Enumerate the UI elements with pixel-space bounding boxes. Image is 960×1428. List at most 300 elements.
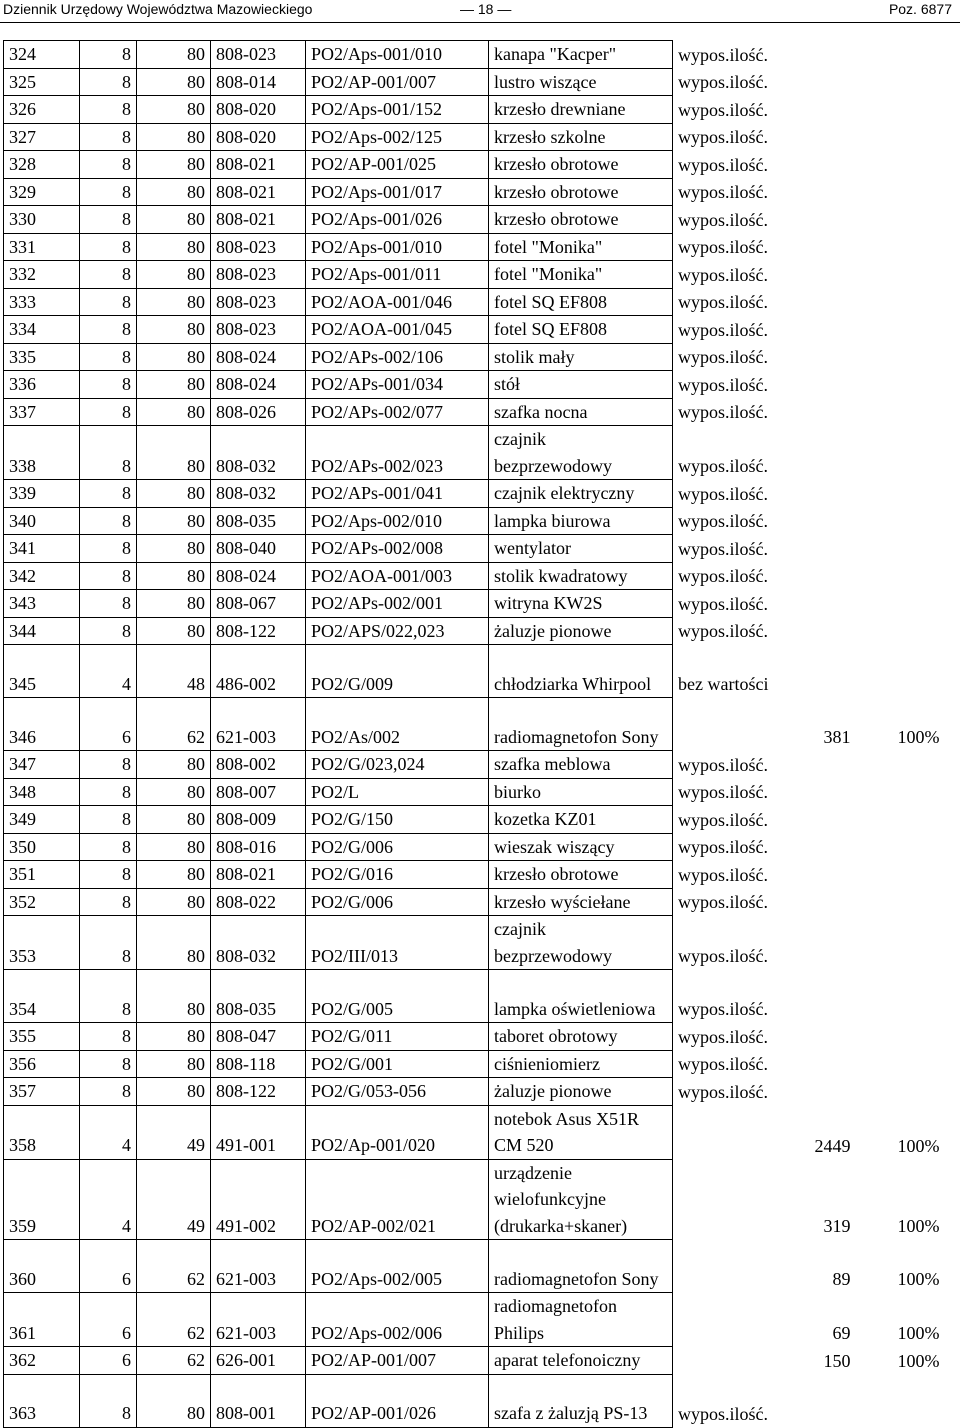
- cell-item-name: lustro wiszące: [489, 68, 673, 96]
- cell-value: 319: [823, 1216, 851, 1236]
- cell-lp: 333: [4, 288, 80, 316]
- cell-status: wypos.ilość.: [678, 566, 768, 586]
- cell-class: 80: [137, 507, 211, 535]
- cell-class: 49: [137, 1159, 211, 1240]
- cell-lp: 336: [4, 371, 80, 399]
- cell-code: 621-003: [211, 698, 306, 751]
- cell-class: 80: [137, 1023, 211, 1051]
- cell-class: 80: [137, 316, 211, 344]
- cell-class: 80: [137, 535, 211, 563]
- cell-value: [796, 426, 856, 480]
- cell-inventory-number: PO2/G/011: [306, 1023, 489, 1051]
- cell-lp: 324: [4, 41, 80, 69]
- cell-status: wypos.ilość.: [678, 483, 768, 504]
- cell-lp: 331: [4, 233, 80, 261]
- cell-inventory-number: PO2/APs-002/008: [306, 535, 489, 563]
- cell-percent: [856, 778, 945, 806]
- cell-inventory-number: PO2/L: [306, 778, 489, 806]
- table-row: [4, 1293, 945, 1347]
- cell-value: [796, 371, 856, 399]
- cell-percent: 100%: [897, 727, 940, 747]
- cell-lp: 363: [4, 1374, 80, 1427]
- cell-percent: [856, 233, 945, 261]
- cell-status: [673, 1240, 796, 1293]
- cell-percent: [856, 617, 945, 645]
- cell-percent: [856, 1050, 945, 1078]
- cell-lp: 346: [4, 698, 80, 751]
- cell-percent: [856, 480, 945, 508]
- cell-value: 69: [832, 1323, 851, 1343]
- cell-item-name: taboret obrotowy: [489, 1023, 673, 1051]
- cell-value: 381: [823, 727, 851, 747]
- cell-group: 8: [80, 970, 137, 1023]
- cell-status: wypos.ilość.: [678, 99, 768, 120]
- cell-percent: [856, 96, 945, 124]
- cell-item-name: fotel SQ EF808: [489, 316, 673, 344]
- cell-class: 80: [137, 123, 211, 151]
- cell-group: 8: [80, 1078, 137, 1106]
- cell-group: 4: [80, 645, 137, 698]
- cell-group: 8: [80, 1374, 137, 1427]
- cell-class: 80: [137, 343, 211, 371]
- cell-group: 8: [80, 398, 137, 426]
- cell-lp: 341: [4, 535, 80, 563]
- cell-inventory-number: PO2/Ap-001/020: [306, 1105, 489, 1159]
- cell-inventory-number: PO2/G/053-056: [306, 1078, 489, 1106]
- cell-item-name: stół: [489, 371, 673, 399]
- cell-lp: 329: [4, 178, 80, 206]
- cell-percent: [856, 645, 945, 698]
- cell-group: 6: [80, 1347, 137, 1375]
- cell-code: 808-122: [211, 617, 306, 645]
- cell-value: [796, 68, 856, 96]
- cell-status: [673, 1105, 796, 1159]
- cell-group: 8: [80, 233, 137, 261]
- cell-percent: 100%: [897, 1135, 940, 1156]
- cell-inventory-number: PO2/G/016: [306, 861, 489, 889]
- cell-group: 8: [80, 562, 137, 590]
- cell-lp: 328: [4, 151, 80, 179]
- cell-inventory-number: PO2/Aps-001/011: [306, 261, 489, 289]
- cell-code: 486-002: [211, 645, 306, 698]
- cell-percent: [856, 535, 945, 563]
- cell-lp: 330: [4, 206, 80, 234]
- cell-item-name: krzesło drewniane: [489, 96, 673, 124]
- cell-group: 8: [80, 96, 137, 124]
- cell-group: 4: [80, 1105, 137, 1159]
- cell-group: 8: [80, 1050, 137, 1078]
- cell-value: [796, 916, 856, 970]
- cell-item-name: czajnik bezprzewodowy: [489, 916, 673, 970]
- inventory-table: [3, 40, 945, 1428]
- cell-value: [796, 806, 856, 834]
- cell-code: 626-001: [211, 1347, 306, 1375]
- cell-code: 808-023: [211, 41, 306, 69]
- table-row: [4, 617, 945, 645]
- cell-item-name: szafa z żaluzją PS-13: [489, 1374, 673, 1427]
- cell-lp: 359: [4, 1159, 80, 1240]
- cell-value: [796, 507, 856, 535]
- cell-code: 808-024: [211, 562, 306, 590]
- cell-group: 8: [80, 535, 137, 563]
- cell-status: wypos.ilość.: [678, 237, 768, 257]
- cell-inventory-number: PO2/APs-002/106: [306, 343, 489, 371]
- table-row: [4, 41, 945, 69]
- cell-percent: [856, 426, 945, 480]
- cell-status: wypos.ilość.: [678, 621, 768, 641]
- table-row: [4, 316, 945, 344]
- cell-group: 8: [80, 861, 137, 889]
- cell-item-name: szafka nocna: [489, 398, 673, 426]
- cell-status: wypos.ilość.: [678, 209, 768, 230]
- cell-inventory-number: PO2/G/006: [306, 888, 489, 916]
- cell-item-name: krzesło wyściełane: [489, 888, 673, 916]
- cell-lp: 342: [4, 562, 80, 590]
- cell-item-name: lampka biurowa: [489, 507, 673, 535]
- cell-code: 808-023: [211, 261, 306, 289]
- cell-status: wypos.ilość.: [678, 264, 768, 285]
- cell-percent: [856, 861, 945, 889]
- cell-item-name: szafka meblowa: [489, 751, 673, 779]
- cell-class: 80: [137, 617, 211, 645]
- cell-class: 62: [137, 698, 211, 751]
- cell-class: 80: [137, 1050, 211, 1078]
- cell-percent: [856, 316, 945, 344]
- cell-code: 808-035: [211, 507, 306, 535]
- table-row: [4, 123, 945, 151]
- table-row: [4, 343, 945, 371]
- position-number: Poz. 6877: [888, 1, 952, 17]
- cell-code: 808-020: [211, 96, 306, 124]
- cell-group: 8: [80, 123, 137, 151]
- table-row: [4, 1374, 945, 1427]
- cell-group: 8: [80, 833, 137, 861]
- cell-code: 491-002: [211, 1159, 306, 1240]
- cell-class: 80: [137, 288, 211, 316]
- table-row: [4, 698, 945, 751]
- cell-item-name: czajnik elektryczny: [489, 480, 673, 508]
- cell-percent: [856, 1023, 945, 1051]
- cell-percent: [856, 151, 945, 179]
- cell-code: 808-026: [211, 398, 306, 426]
- cell-lp: 343: [4, 590, 80, 618]
- cell-inventory-number: PO2/APs-001/034: [306, 371, 489, 399]
- cell-group: 8: [80, 916, 137, 970]
- cell-value: [796, 288, 856, 316]
- page-number: — 18 —: [460, 1, 512, 17]
- table-row: [4, 371, 945, 399]
- cell-status: wypos.ilość.: [678, 1081, 768, 1102]
- cell-value: [796, 96, 856, 124]
- cell-group: 8: [80, 288, 137, 316]
- cell-value: [796, 316, 856, 344]
- table-row: [4, 1078, 945, 1106]
- cell-class: 80: [137, 916, 211, 970]
- cell-code: 808-032: [211, 916, 306, 970]
- cell-item-name: krzesło szkolne: [489, 123, 673, 151]
- table-row: [4, 1023, 945, 1051]
- cell-lp: 347: [4, 751, 80, 779]
- cell-lp: 350: [4, 833, 80, 861]
- cell-class: 80: [137, 426, 211, 480]
- cell-lp: 352: [4, 888, 80, 916]
- cell-class: 80: [137, 888, 211, 916]
- cell-inventory-number: PO2/APs-001/041: [306, 480, 489, 508]
- cell-value: [796, 970, 856, 1023]
- cell-inventory-number: PO2/AOA-001/003: [306, 562, 489, 590]
- cell-class: 80: [137, 806, 211, 834]
- table-row: [4, 68, 945, 96]
- table-row: [4, 1105, 945, 1159]
- cell-value: 89: [832, 1269, 851, 1289]
- cell-code: 808-009: [211, 806, 306, 834]
- table-row: [4, 261, 945, 289]
- cell-group: 8: [80, 151, 137, 179]
- cell-class: 49: [137, 1105, 211, 1159]
- cell-status: wypos.ilość.: [678, 864, 768, 885]
- table-row: [4, 480, 945, 508]
- cell-class: 80: [137, 778, 211, 806]
- cell-lp: 325: [4, 68, 80, 96]
- table-row: [4, 151, 945, 179]
- cell-group: 8: [80, 751, 137, 779]
- cell-code: 808-021: [211, 178, 306, 206]
- cell-value: [796, 151, 856, 179]
- table-row: [4, 96, 945, 124]
- cell-status: wypos.ilość.: [678, 892, 768, 912]
- cell-lp: 327: [4, 123, 80, 151]
- cell-code: 808-016: [211, 833, 306, 861]
- cell-group: 8: [80, 261, 137, 289]
- cell-value: [796, 1023, 856, 1051]
- cell-group: 8: [80, 343, 137, 371]
- cell-group: 8: [80, 206, 137, 234]
- cell-inventory-number: PO2/Aps-002/125: [306, 123, 489, 151]
- cell-percent: [856, 590, 945, 618]
- cell-percent: 100%: [897, 1216, 940, 1236]
- cell-class: 80: [137, 178, 211, 206]
- table-row: [4, 206, 945, 234]
- cell-value: [796, 261, 856, 289]
- cell-item-name: notebok Asus X51R CM 520: [489, 1105, 673, 1159]
- cell-item-name: ciśnieniomierz: [489, 1050, 673, 1078]
- cell-code: 808-007: [211, 778, 306, 806]
- cell-percent: 100%: [897, 1350, 940, 1371]
- cell-percent: [856, 261, 945, 289]
- cell-item-name: lampka oświetleniowa: [489, 970, 673, 1023]
- cell-group: 8: [80, 371, 137, 399]
- cell-inventory-number: PO2/AP-001/025: [306, 151, 489, 179]
- table-row: [4, 861, 945, 889]
- cell-value: [796, 398, 856, 426]
- cell-inventory-number: PO2/APs-002/023: [306, 426, 489, 480]
- cell-group: 8: [80, 778, 137, 806]
- cell-item-name: wieszak wiszący: [489, 833, 673, 861]
- cell-lp: 337: [4, 398, 80, 426]
- cell-item-name: kozetka KZ01: [489, 806, 673, 834]
- cell-class: 80: [137, 41, 211, 69]
- cell-percent: [856, 371, 945, 399]
- cell-class: 80: [137, 96, 211, 124]
- cell-percent: [856, 398, 945, 426]
- page-header: [0, 0, 960, 26]
- cell-lp: 353: [4, 916, 80, 970]
- cell-percent: [856, 888, 945, 916]
- cell-item-name: żaluzje pionowe: [489, 1078, 673, 1106]
- cell-value: [796, 861, 856, 889]
- cell-status: wypos.ilość.: [678, 1054, 768, 1074]
- cell-inventory-number: PO2/Aps-002/005: [306, 1240, 489, 1293]
- header-rule: [0, 22, 960, 23]
- cell-item-name: urządzenie wielofunkcyjne (drukarka+skaner): [489, 1159, 673, 1240]
- cell-code: 808-032: [211, 480, 306, 508]
- cell-status: wypos.ilość.: [678, 538, 768, 559]
- table-row: [4, 1347, 945, 1375]
- cell-status: [673, 1347, 796, 1375]
- cell-code: 808-002: [211, 751, 306, 779]
- cell-class: 80: [137, 1374, 211, 1427]
- cell-percent: [856, 751, 945, 779]
- cell-inventory-number: PO2/G/001: [306, 1050, 489, 1078]
- cell-code: 808-067: [211, 590, 306, 618]
- cell-lp: 362: [4, 1347, 80, 1375]
- cell-item-name: aparat telefonoiczny: [489, 1347, 673, 1375]
- cell-item-name: krzesło obrotowe: [489, 861, 673, 889]
- cell-item-name: wentylator: [489, 535, 673, 563]
- cell-percent: [856, 288, 945, 316]
- cell-code: 808-032: [211, 426, 306, 480]
- cell-class: 80: [137, 751, 211, 779]
- cell-value: [796, 535, 856, 563]
- cell-lp: 334: [4, 316, 80, 344]
- table-row: [4, 833, 945, 861]
- cell-class: 80: [137, 151, 211, 179]
- cell-status: wypos.ilość.: [678, 347, 768, 367]
- cell-status: wypos.ilość.: [678, 292, 768, 312]
- cell-code: 808-023: [211, 233, 306, 261]
- cell-group: 8: [80, 806, 137, 834]
- cell-status: wypos.ilość.: [678, 593, 768, 614]
- cell-inventory-number: PO2/AOA-001/046: [306, 288, 489, 316]
- cell-inventory-number: PO2/As/002: [306, 698, 489, 751]
- cell-code: 808-023: [211, 288, 306, 316]
- cell-status: wypos.ilość.: [678, 44, 768, 65]
- cell-lp: 357: [4, 1078, 80, 1106]
- cell-code: 491-001: [211, 1105, 306, 1159]
- cell-value: [796, 1374, 856, 1427]
- cell-item-name: stolik kwadratowy: [489, 562, 673, 590]
- cell-lp: 326: [4, 96, 80, 124]
- cell-item-name: chłodziarka Whirpool: [489, 645, 673, 698]
- cell-item-name: krzesło obrotowe: [489, 151, 673, 179]
- cell-group: 8: [80, 480, 137, 508]
- cell-inventory-number: PO2/Aps-001/010: [306, 233, 489, 261]
- cell-value: [796, 751, 856, 779]
- cell-code: 808-014: [211, 68, 306, 96]
- cell-value: [796, 617, 856, 645]
- cell-value: [796, 480, 856, 508]
- cell-class: 80: [137, 833, 211, 861]
- cell-inventory-number: PO2/III/013: [306, 916, 489, 970]
- table-row: [4, 426, 945, 480]
- cell-status: wypos.ilość.: [678, 999, 768, 1019]
- cell-percent: [856, 41, 945, 69]
- cell-percent: [856, 343, 945, 371]
- cell-item-name: biurko: [489, 778, 673, 806]
- cell-status: wypos.ilość.: [678, 456, 768, 476]
- cell-code: 808-020: [211, 123, 306, 151]
- cell-inventory-number: PO2/G/023,024: [306, 751, 489, 779]
- cell-status: wypos.ilość.: [678, 782, 768, 802]
- cell-value: [796, 206, 856, 234]
- cell-percent: 100%: [897, 1269, 940, 1289]
- cell-inventory-number: PO2/AP-001/026: [306, 1374, 489, 1427]
- cell-group: 4: [80, 1159, 137, 1240]
- cell-lp: 354: [4, 970, 80, 1023]
- cell-lp: 332: [4, 261, 80, 289]
- cell-code: 808-024: [211, 371, 306, 399]
- cell-inventory-number: PO2/AOA-001/045: [306, 316, 489, 344]
- cell-class: 80: [137, 480, 211, 508]
- cell-inventory-number: PO2/APs-002/001: [306, 590, 489, 618]
- table-row: [4, 806, 945, 834]
- cell-class: 48: [137, 645, 211, 698]
- cell-percent: [856, 1374, 945, 1427]
- cell-code: 808-001: [211, 1374, 306, 1427]
- cell-class: 80: [137, 371, 211, 399]
- cell-group: 6: [80, 1240, 137, 1293]
- cell-inventory-number: PO2/APS/022,023: [306, 617, 489, 645]
- cell-item-name: kanapa "Kacper": [489, 41, 673, 69]
- cell-inventory-number: PO2/G/009: [306, 645, 489, 698]
- table-row: [4, 645, 945, 698]
- cell-lp: 339: [4, 480, 80, 508]
- cell-group: 8: [80, 888, 137, 916]
- cell-percent: [856, 970, 945, 1023]
- cell-group: 8: [80, 590, 137, 618]
- cell-group: 6: [80, 698, 137, 751]
- cell-status: wypos.ilość.: [678, 946, 768, 966]
- table-row: [4, 778, 945, 806]
- cell-class: 80: [137, 68, 211, 96]
- cell-group: 8: [80, 617, 137, 645]
- cell-code: 808-122: [211, 1078, 306, 1106]
- cell-value: [796, 590, 856, 618]
- cell-class: 80: [137, 1078, 211, 1106]
- cell-value: [796, 343, 856, 371]
- cell-inventory-number: PO2/Aps-001/026: [306, 206, 489, 234]
- table-row: [4, 888, 945, 916]
- table-row: [4, 398, 945, 426]
- table-row: [4, 1159, 945, 1240]
- table-row: [4, 535, 945, 563]
- cell-item-name: stolik mały: [489, 343, 673, 371]
- cell-inventory-number: PO2/Aps-001/010: [306, 41, 489, 69]
- cell-code: 621-003: [211, 1293, 306, 1347]
- cell-inventory-number: PO2/APs-002/077: [306, 398, 489, 426]
- cell-lp: 360: [4, 1240, 80, 1293]
- cell-class: 62: [137, 1240, 211, 1293]
- cell-value: [796, 833, 856, 861]
- cell-group: 6: [80, 1293, 137, 1347]
- cell-percent: [856, 178, 945, 206]
- cell-status: wypos.ilość.: [678, 1403, 768, 1424]
- cell-percent: [856, 123, 945, 151]
- cell-item-name: radiomagnetofon Philips: [489, 1293, 673, 1347]
- cell-inventory-number: PO2/G/006: [306, 833, 489, 861]
- cell-code: 808-118: [211, 1050, 306, 1078]
- cell-inventory-number: PO2/AP-002/021: [306, 1159, 489, 1240]
